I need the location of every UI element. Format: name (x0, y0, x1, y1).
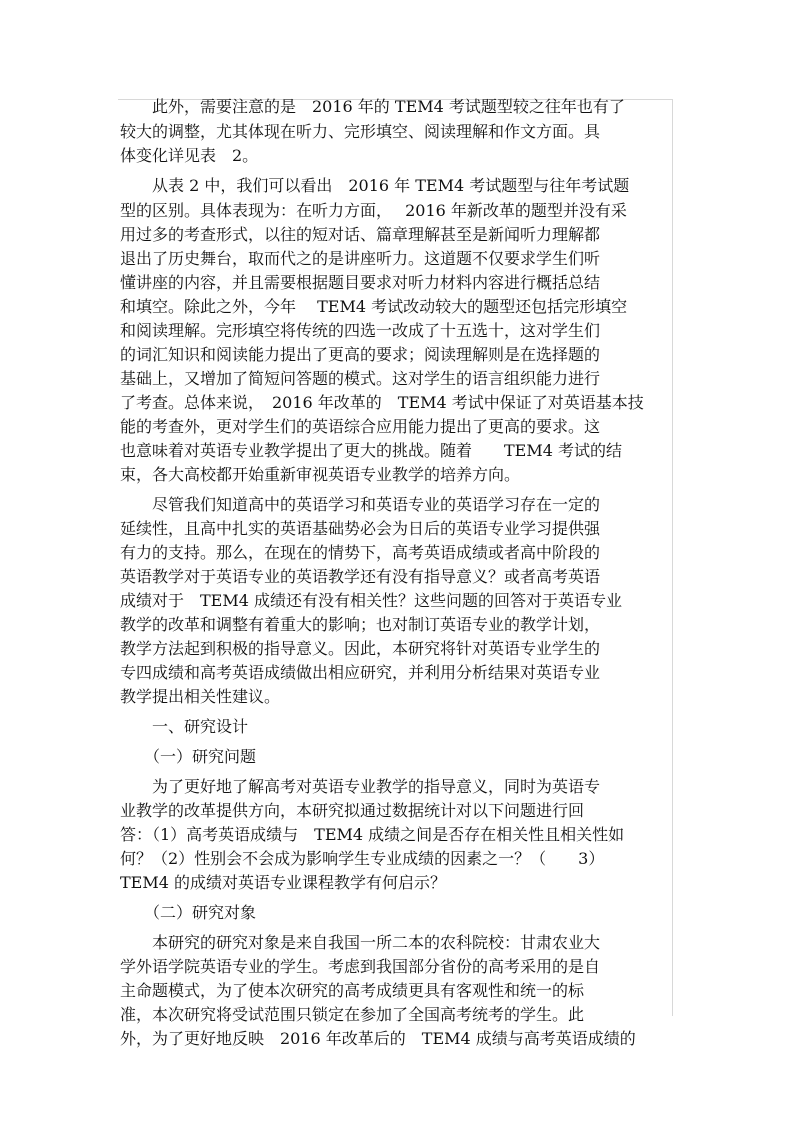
text-line: 业教学的改革提供方向，本研究拟通过数据统计对以下问题进行回 (120, 801, 585, 820)
text-line: 也意味着对英语专业教学提出了更大的挑战。随着 TEM4 考试的结 (120, 441, 623, 460)
text-line: TEM4 的成绩对英语专业课程教学有何启示？ (120, 873, 447, 892)
text-line: 束，各大高校都开始重新审视英语专业教学的培养方向。 (120, 465, 521, 484)
text-line: 英语教学对于英语专业的英语教学还有没有指导意义？或者高考英语 (120, 567, 601, 586)
text-line: 教学方法起到积极的指导意义。因此，本研究将针对英语专业学生的 (120, 639, 601, 658)
text-line: 和阅读理解。完形填空将传统的四选一改成了十五选十，这对学生们 (120, 321, 601, 340)
text-line: 能的考查外，更对学生们的英语综合应用能力提出了更高的要求。这 (120, 417, 601, 436)
text-line: 答：（1）高考英语成绩与 TEM4 成绩之间是否存在相关性且相关性如 (120, 825, 625, 844)
text-line: 何？（2）性别会不会成为影响学生专业成绩的因素之一？（ 3） (120, 849, 605, 868)
text-line: 懂讲座的内容，并且需要根据题目要求对听力材料内容进行概括总结 (120, 273, 601, 292)
text-line: 外，为了更好地反映 2016 年改革后的 TEM4 成绩与高考英语成绩的 (120, 1029, 636, 1048)
text-line: 基础上，又增加了简短问答题的模式。这对学生的语言组织能力进行 (120, 369, 601, 388)
text-line: 为了更好地了解高考对英语专业教学的指导意义，同时为英语专 (120, 777, 601, 796)
text-line: 较大的调整，尤其体现在听力、完形填空、阅读理解和作文方面。具 (120, 122, 601, 141)
text-line: 的词汇知识和阅读能力提出了更高的要求；阅读理解则是在选择题的 (120, 345, 601, 364)
text-line: 尽管我们知道高中的英语学习和英语专业的英语学习存在一定的 (120, 495, 601, 514)
text-line: 有力的支持。那么，在现在的情势下，高考英语成绩或者高中阶段的 (120, 543, 601, 562)
section-heading: 一、研究设计 (120, 717, 249, 736)
page-frame-right-border (672, 99, 673, 1016)
text-line: 了考查。总体来说， 2016 年改革的 TEM4 考试中保证了对英语基本技 (120, 393, 644, 412)
text-line: 教学的改革和调整有着重大的影响；也对制订英语专业的教学计划， (120, 615, 601, 634)
subsection-heading: （一）研究问题 (120, 747, 257, 766)
text-line: 从表 2 中，我们可以看出 2016 年 TEM4 考试题型与往年考试题 (120, 176, 630, 195)
text-line: 体变化详见表 2。 (120, 146, 259, 165)
text-line: 本研究的研究对象是来自我国一所二本的农科院校：甘肃农业大 (120, 933, 601, 952)
text-line: 型的区别。具体表现为：在听力方面， 2016 年新改革的题型并没有采 (120, 201, 627, 220)
text-line: 教学提出相关性建议。 (120, 687, 281, 706)
subsection-heading: （二）研究对象 (120, 903, 257, 922)
text-line: 学外语学院英语专业的学生。考虑到我国部分省份的高考采用的是自 (120, 957, 601, 976)
text-line: 和填空。除此之外，今年 TEM4 考试改动较大的题型还包括完形填空 (120, 297, 628, 316)
text-line: 用过多的考查形式，以往的短对话、篇章理解甚至是新闻听力理解都 (120, 225, 601, 244)
text-line: 退出了历史舞台，取而代之的是讲座听力。这道题不仅要求学生们听 (120, 249, 601, 268)
text-line: 专四成绩和高考英语成绩做出相应研究，并利用分析结果对英语专业 (120, 663, 601, 682)
text-line: 准，本次研究将受试范围只锁定在参加了全国高考统考的学生。此 (120, 1005, 585, 1024)
text-line: 主命题模式，为了使本次研究的高考成绩更具有客观性和统一的标 (120, 981, 585, 1000)
text-line: 成绩对于 TEM4 成绩还有没有相关性？这些问题的回答对于英语专业 (120, 591, 623, 610)
text-line: 此外，需要注意的是 2016 年的 TEM4 考试题型较之往年也有了 (120, 97, 625, 116)
text-line: 延续性，且高中扎实的英语基础势必会为日后的英语专业学习提供强 (120, 519, 601, 538)
